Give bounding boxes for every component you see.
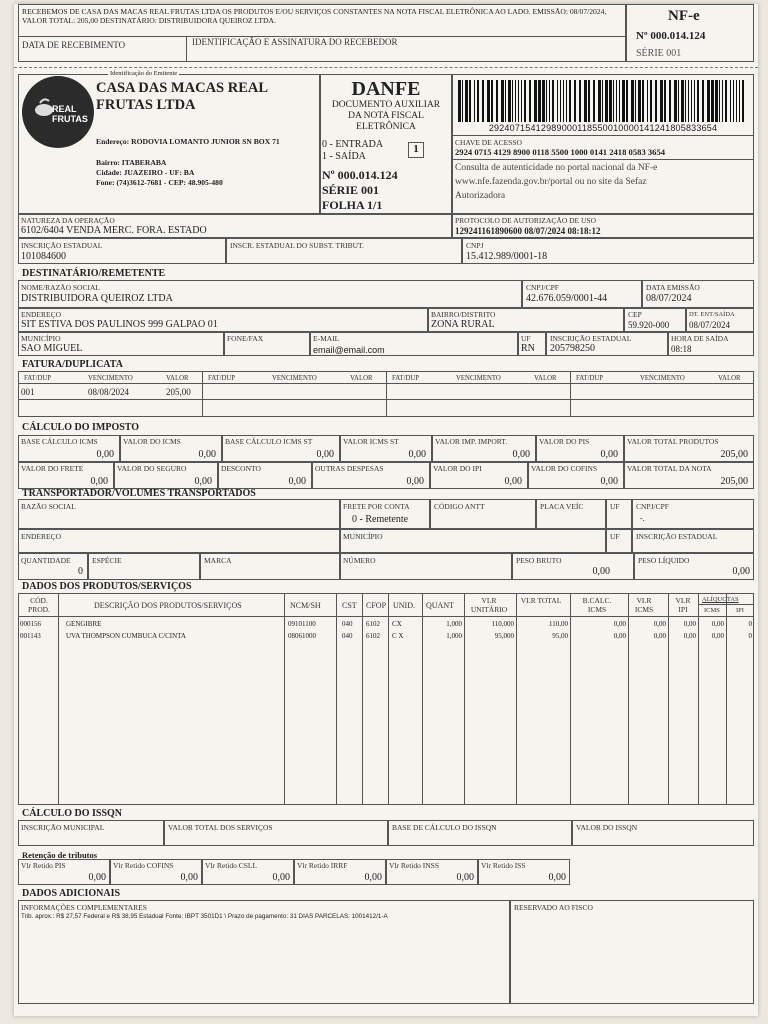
retencao-value: 0,00 [180,872,198,883]
barcode [458,80,748,124]
barcode-bar [574,80,576,122]
dest-fone-label: FONE/FAX [227,334,264,343]
barcode-bar [742,80,744,122]
imposto-label: VALOR DO PIS [539,437,590,446]
fatura-title: FATURA/DUPLICATA [22,359,123,370]
imposto-label: BASE CÁLCULO ICMS ST [225,437,313,446]
emitente-cidade: Cidade: JUAZEIRO - UF: BA [96,168,195,177]
barcode-number: 29240715412989000118550010000141241805833654 [488,123,718,133]
imposto-value: 0,00 [288,476,306,487]
barcode-bar [563,80,564,122]
prod-head-cfop: CFOP [366,601,387,610]
transp-cnpj-label: CNPJ/CPF [636,502,669,511]
produto-cell-quant: 1,000 [446,632,462,640]
imposto-label: VALOR DO IPI [433,464,482,473]
retencao-value: 0,00 [364,872,382,883]
dest-cep-label: CEP [628,310,642,319]
barcode-bar [613,80,614,122]
fatura-header: FAT/DUP [392,375,420,382]
retencao-label: Vlr Retido IRRF [297,861,348,870]
fatura-header: VALOR [534,375,557,382]
transp-especie-label: ESPÉCIE [92,556,122,565]
prod-head-aliq: ALÍQUOTAS [702,596,739,603]
imposto-value: 0,00 [90,476,108,487]
barcode-bar [715,80,718,122]
barcode-bar [719,80,720,122]
barcode-bar [638,80,641,122]
cnpj-emit-label: CNPJ [466,241,484,250]
danfe-sub2: DA NOTA FISCAL [348,111,424,121]
transp-frete-label: FRETE POR CONTA [343,502,410,511]
prod-head-quant: QUANT [426,601,454,610]
adicionais-fisco-box [510,900,754,1004]
destinatario-title: DESTINATÁRIO/REMETENTE [22,268,166,279]
canhoto-nfe-title: NF-e [668,8,700,24]
prod-head-cst: CST [342,601,357,610]
produto-cell-unid: C X [392,632,404,640]
danfe-sheet [14,4,758,1016]
dest-nome-value: DISTRIBUIDORA QUEIROZ LTDA [21,293,173,304]
adicionais-info-label: INFORMAÇÕES COMPLEMENTARES [21,903,147,912]
imposto-value: 0,00 [512,449,530,460]
barcode-bar [491,80,493,122]
dest-endereco-label: ENDEREÇO [21,310,61,319]
imposto-value: 0,00 [504,476,522,487]
produto-cell-desc: UVA THOMPSON CUMBUCA C/CINTA [66,632,186,640]
dest-hora-label: HORA DE SAÍDA [671,334,729,343]
barcode-bar [518,80,519,122]
fatura-header: VALOR [718,375,741,382]
imposto-label: VALOR DO SEGURO [117,464,187,473]
barcode-bar [697,80,699,122]
barcode-bar [458,80,461,122]
prod-head-unid: UNID. [393,601,415,610]
danfe-serie: SÉRIE 001 [322,183,380,197]
transp-uf2-label: UF [610,532,620,541]
barcode-bar [669,80,671,122]
dest-bairro-label: BAIRRO/DISTRITO [431,310,496,319]
retencao-value: 0,00 [272,872,290,883]
fatura-header: VENCIMENTO [456,375,501,382]
ie-st-label: INSCR. ESTADUAL DO SUBST. TRIBUT. [230,241,364,250]
barcode-bar [647,80,648,122]
dest-bairro-value: ZONA RURAL [431,319,495,330]
dest-nome-label: NOME/RAZÃO SOCIAL [21,283,100,292]
barcode-bar [501,80,504,122]
produto-cell-cod: 000156 [20,620,41,628]
imposto-label: OUTRAS DESPESAS [315,464,384,473]
dest-hora-value: 08:18 [671,344,692,354]
barcode-bar [524,80,526,122]
prod-head-ncm: NCM/SH [290,601,321,610]
danfe-entrada: 0 - ENTRADA [322,139,384,150]
produto-cell-desc: GENGIBRE [66,620,102,628]
produto-cell-aicms: 0,00 [711,620,724,628]
danfe-tipo: 1 [413,143,419,155]
transp-cnpj-value: -. [640,514,645,523]
imposto-label: DESCONTO [221,464,261,473]
barcode-bar [694,80,695,122]
barcode-bar [598,80,601,122]
fatura-header: VENCIMENTO [88,375,133,382]
barcode-bar [616,80,617,122]
barcode-bar [593,80,595,122]
adicionais-title: DADOS ADICIONAIS [22,888,121,899]
barcode-bar [477,80,479,122]
produto-cell-unid: CX [392,620,402,628]
emitente-nome-1: CASA DAS MACAS REAL [96,80,269,96]
barcode-bar [730,80,731,122]
danfe-saida: 1 - SAÍDA [322,151,366,162]
dest-cnpj-label: CNPJ/CPF [526,283,559,292]
prod-head-aipi: IPI [736,607,744,614]
barcode-bar [557,80,558,122]
dest-email-value: email@email.com [313,345,385,355]
barcode-bar [725,80,727,122]
barcode-bar [655,80,657,122]
barcode-bar [579,80,581,122]
imposto-value: 0,00 [316,449,334,460]
retencao-value: 0,00 [88,872,106,883]
barcode-bar [736,80,737,122]
adicionais-fisco-label: RESERVADO AO FISCO [514,903,593,912]
barcode-bar [605,80,608,122]
produtos-column-rule [388,593,389,805]
fatura-header: VALOR [350,375,373,382]
protocolo-label: PROTOCOLO DE AUTORIZAÇÃO DE USO [455,216,596,225]
barcode-bar [584,80,587,122]
barcode-bar [702,80,704,122]
barcode-bar [487,80,490,122]
barcode-bar [529,80,531,122]
barcode-bar [588,80,590,122]
produto-cell-ncm: 08061000 [288,632,316,640]
produto-cell-cod: 001143 [20,632,41,640]
emitente-fone: Fone: (74)3612-7681 - CEP: 48.905-480 [96,178,223,187]
produto-cell-vtotal: 110,00 [549,620,568,628]
transp-razao-label: RAZÃO SOCIAL [21,502,76,511]
barcode-bar [660,80,663,122]
produtos-column-rule [58,593,59,805]
emitente-nome-2: FRUTAS LTDA [96,97,196,113]
barcode-bar [674,80,677,122]
imposto-label: VALOR DO COFINS [531,464,598,473]
dest-municipio-value: SAO MIGUEL [21,343,83,354]
produto-cell-cfop: 6102 [366,632,380,640]
prod-head-cod: CÓD. PROD. [28,596,50,614]
barcode-bar [707,80,710,122]
danfe-sub3: ELETRÔNICA [356,122,416,132]
ie-label: INSCRIÇÃO ESTADUAL [21,241,103,250]
retencao-label: Vlr Retido ISS [481,861,526,870]
barcode-bar [505,80,506,122]
fatura-header: VENCIMENTO [272,375,317,382]
transp-numero-label: NÚMERO [343,556,376,565]
retencao-label: Vlr Retido CSLL [205,861,258,870]
produto-cell-bc: 0,00 [613,620,626,628]
imposto-label: BASE CÁLCULO ICMS [21,437,98,446]
prod-head-aicms: ICMS [704,607,720,614]
produto-cell-cfop: 6102 [366,620,380,628]
dest-uf-label: UF [521,334,531,343]
barcode-bar [626,80,628,122]
danfe-folha: FOLHA 1/1 [322,198,383,212]
produto-cell-vtotal: 95,00 [552,632,568,640]
produto-cell-cst: 040 [342,632,353,640]
barcode-bar [469,80,471,122]
identificacao-recebedor-label: IDENTIFICAÇÃO E ASSINATURA DO RECEBEDOR [192,37,398,47]
barcode-bar [688,80,689,122]
chave-value: 2924 0715 4129 8900 0118 5500 1000 0141 2418 0583 3654 [455,147,666,157]
barcode-bar [546,80,547,122]
dest-dtsaida-value: 08/07/2024 [689,320,731,330]
produto-cell-vipi: 0,00 [683,620,696,628]
canhoto-serie: SÉRIE 001 [636,48,682,59]
produtos-column-rule [336,593,337,805]
retencao-label: Vlr Retido COFINS [113,861,174,870]
barcode-bar [635,80,636,122]
imposto-label: VALOR IMP. IMPORT. [435,437,508,446]
natureza-label: NATUREZA DA OPERAÇÃO [21,216,115,225]
barcode-bar [566,80,567,122]
produto-cell-ncm: 09101100 [288,620,316,628]
issqn-im-label: INSCRIÇÃO MUNICIPAL [21,823,105,832]
produto-cell-vunit: 95,000 [494,632,514,640]
transp-marca-label: MARCA [204,556,232,565]
fatura-header: FAT/DUP [208,375,236,382]
fatura-header: FAT/DUP [24,375,52,382]
fatura-fat: 001 [21,387,35,397]
prod-head-desc: DESCRIÇÃO DOS PRODUTOS/SERVIÇOS [94,601,242,610]
produto-cell-vipi: 0,00 [683,632,696,640]
barcode-bar [681,80,684,122]
dest-email-label: E-MAIL [313,334,340,343]
barcode-bar [685,80,686,122]
imposto-label: VALOR DO FRETE [21,464,84,473]
barcode-bar [733,80,734,122]
barcode-bar [650,80,652,122]
transp-frete-value: 0 - Remetente [352,514,409,525]
retencao-value: 0,00 [456,872,474,883]
danfe-title: DANFE [351,78,421,100]
data-recebimento-label: DATA DE RECEBIMENTO [22,40,126,50]
issqn-base-label: BASE DE CÁLCULO DO ISSQN [392,823,497,832]
issqn-title: CÁLCULO DO ISSQN [22,808,123,819]
barcode-bar [482,80,484,122]
barcode-bar [552,80,554,122]
barcode-bar [542,80,545,122]
issqn-total-label: VALOR TOTAL DOS SERVIÇOS [168,823,273,832]
imposto-value: 0,00 [408,449,426,460]
transp-placa-label: PLACA VEÍC [540,502,584,511]
barcode-bar [691,80,692,122]
fatura-valor: 205,00 [166,387,191,397]
transp-end-label: ENDEREÇO [21,532,61,541]
retencao-title: Retenção de tributos [22,850,98,860]
imposto-value: 0,00 [198,449,216,460]
barcode-bar [474,80,475,122]
barcode-bar [711,80,714,122]
dest-cnpj-value: 42.676.059/0001-44 [526,293,608,304]
transp-uf-label: UF [610,502,620,511]
imposto-label: VALOR DO ICMS [123,437,181,446]
barcode-bar [560,80,561,122]
dest-ie-value: 205798250 [550,343,595,354]
imposto-value: 205,00 [720,476,748,487]
retencao-label: Vlr Retido PIS [21,861,66,870]
imposto-value: 0,00 [96,449,114,460]
produto-cell-cst: 040 [342,620,353,628]
barcode-bar [538,80,541,122]
barcode-bar [549,80,550,122]
dest-ie-label: INSCRIÇÃO ESTADUAL [550,334,632,343]
barcode-bar [496,80,498,122]
barcode-bar [722,80,723,122]
barcode-bar [609,80,612,122]
transp-end-box [18,529,340,553]
cnpj-emit-value: 15.412.989/0001-18 [466,251,548,262]
retencao-value: 0,00 [548,872,566,883]
canhoto-text: RECEBEMOS DE CASA DAS MACAS REAL FRUTAS LTDA OS PRODUTOS E/OU SERVIÇOS CONSTANTES NA NOTA FISCAL ELETRÔNICA AO LADO. EMISSÃO: 08/07/2024, VALOR TOTAL: 205,00 DESTINATÁRIO: DISTRIBUIDORA QUEIROZ LTDA. [22,7,607,25]
dest-municipio-label: MUNICÍPIO [21,334,61,343]
barcode-bar [508,80,511,122]
danfe-numero: Nº 000.014.124 [322,168,398,182]
prod-head-bcicms: B.CALC. ICMS [582,596,612,614]
dest-emissao-value: 08/07/2024 [646,293,692,304]
barcode-bar [521,80,522,122]
transp-antt-label: CÓDIGO ANTT [434,502,485,511]
barcode-bar [569,80,571,122]
prod-head-vtotal: VLR TOTAL [520,596,562,605]
barcode-bar [622,80,625,122]
transp-ie-label: INSCRIÇÃO ESTADUAL [636,532,718,541]
adicionais-info-text: Trib. aprox.: R$ 27,57 Federal e R$ 38,95 Estadual Fonte: IBPT 3501D1 \ Prazo de pagamento: 31 DIAS PARCELAS: 1001412/1-A [21,913,388,920]
barcode-bar [739,80,740,122]
imposto-label: VALOR TOTAL DA NOTA [627,464,712,473]
barcode-bar [602,80,603,122]
produto-cell-quant: 1,000 [446,620,462,628]
transp-qtd-label: QUANTIDADE [21,556,71,565]
emitente-id-label: Identificação do Emitente [110,70,178,77]
emitente-endereco: Endereço: RODOVIA LOMANTO JUNIOR SN BOX 71 [96,137,280,146]
transp-bruto-value: 0,00 [592,566,610,577]
transp-bruto-label: PESO BRUTO [516,556,562,565]
fatura-header: VENCIMENTO [640,375,685,382]
dest-uf-value: RN [521,343,535,354]
transp-liq-label: PESO LÍQUIDO [638,556,690,565]
protocolo-value: 129241161890600 08/07/2024 08:18:12 [455,226,601,236]
consulta-linha-2: www.nfe.fazenda.gov.br/portal ou no site da Sefaz [455,177,647,187]
barcode-bar [515,80,516,122]
dest-cep-value: 59.920-000 [628,320,670,330]
barcode-bar [631,80,634,122]
produtos-title: DADOS DOS PRODUTOS/SERVIÇOS [22,581,192,592]
barcode-bar [462,80,463,122]
prod-head-vipi: VLR IPI [675,596,691,614]
ie-value: 101084600 [21,251,66,262]
produto-cell-aipi: 0 [748,620,752,628]
fatura-venc: 08/08/2024 [88,387,130,397]
produtos-column-rule [362,593,363,805]
produto-cell-bc: 0,00 [613,632,626,640]
prod-head-vunit: VLR UNITÁRIO [470,596,508,614]
barcode-bar [534,80,537,122]
barcode-bar [678,80,679,122]
imposto-value: 0,00 [194,476,212,487]
imposto-value: 0,00 [406,476,424,487]
produto-cell-vicms: 0,00 [653,620,666,628]
aliquota-rule [698,604,754,605]
danfe-sub1: DOCUMENTO AUXILIAR [331,100,441,110]
transportador-title: TRANSPORTADOR/VOLUMES TRANSPORTADOS [22,488,256,499]
logo-text: REAL FRUTAS [52,104,88,124]
transp-mun-label: MUNICÍPIO [343,532,383,541]
produto-cell-vunit: 110,000 [491,620,514,628]
canhoto-numero: Nº 000.014.124 [636,30,706,42]
prod-head-vicms: VLR ICMS [634,596,654,614]
imposto-label: VALOR TOTAL PRODUTOS [627,437,719,446]
emitente-bairro: Bairro: ITABERABA [96,158,167,167]
transp-liq-value: 0,00 [732,566,750,577]
transp-qtd-value: 0 [78,566,83,577]
dest-endereco-value: SIT ESTIVA DOS PAULINOS 999 GALPAO 01 [21,319,218,330]
emitente-logo [22,76,94,148]
issqn-valor-label: VALOR DO ISSQN [576,823,638,832]
fatura-header: FAT/DUP [576,375,604,382]
consulta-linha-1: Consulta de autenticidade no portal nacional da NF-e [455,163,658,173]
fatura-header: VALOR [166,375,189,382]
produto-cell-aipi: 0 [748,632,752,640]
barcode-bar [642,80,644,122]
barcode-bar [465,80,468,122]
natureza-value: 6102/6404 VENDA MERC. FORA. ESTADO [21,225,207,236]
dest-emissao-label: DATA EMISSÃO [646,283,700,292]
barcode-bar [512,80,513,122]
imposto-value: 0,00 [600,449,618,460]
imposto-title: CÁLCULO DO IMPOSTO [22,422,140,433]
dest-dtsaida-label: DT. ENT/SAÍDA [689,311,735,318]
produto-cell-vicms: 0,00 [653,632,666,640]
retencao-label: Vlr Retido INSS [389,861,440,870]
chave-label: CHAVE DE ACESSO [455,138,522,147]
barcode-bar [619,80,620,122]
produtos-column-rule [284,593,285,805]
imposto-label: VALOR ICMS ST [343,437,399,446]
consulta-linha-3: Autorizadora [455,191,506,201]
produto-cell-aicms: 0,00 [711,632,724,640]
imposto-value: 0,00 [600,476,618,487]
barcode-bar [664,80,666,122]
imposto-value: 205,00 [720,449,748,460]
